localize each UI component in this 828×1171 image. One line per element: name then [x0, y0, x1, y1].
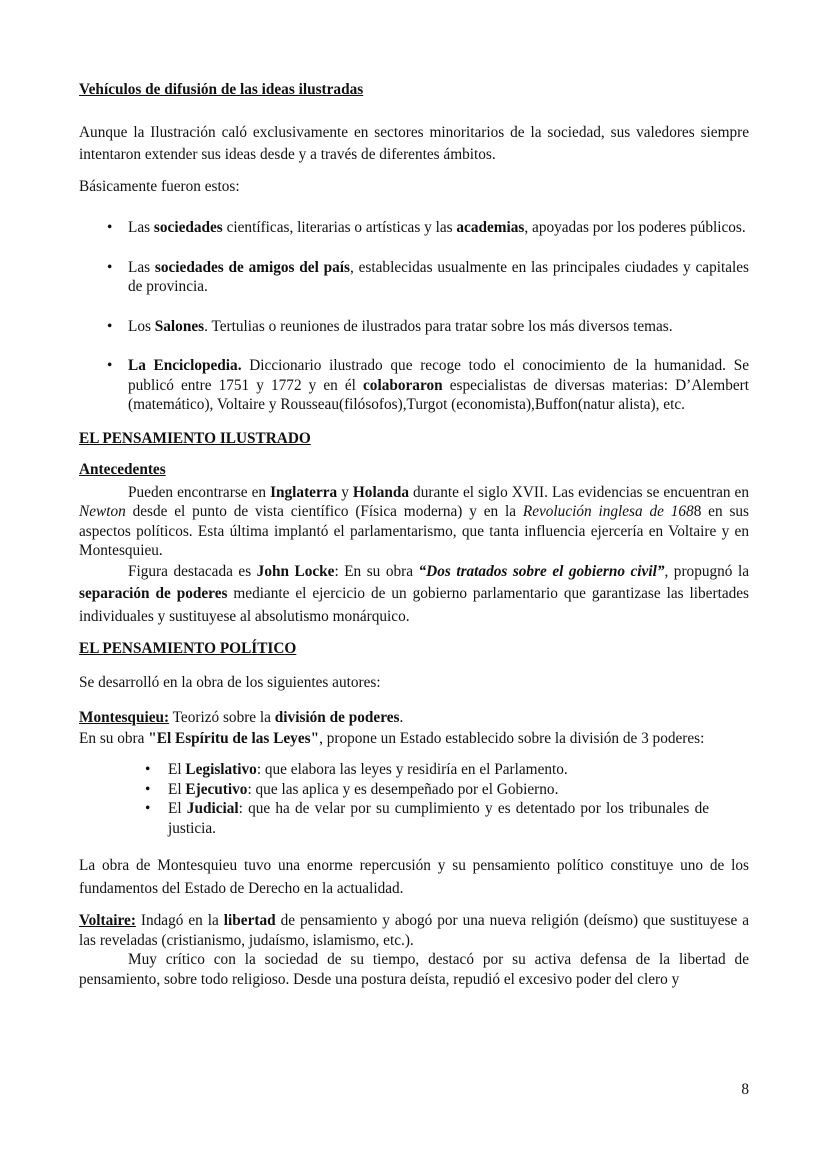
list-item: • Las sociedades de amigos del país, establecidas usualmente en las principales ciudades y capitales de provincia.: [107, 258, 749, 295]
section-title-vehiculos: Vehículos de difusión de las ideas ilustradas: [79, 81, 364, 98]
list-item: • Las sociedades científicas, literarias o artísticas y las academias, apoyadas por los poderes públicos.: [107, 219, 746, 236]
subsection-title-antecedentes: Antecedentes: [79, 461, 166, 478]
list-item: • Los Salones. Tertulias o reuniones de ilustrados para tratar sobre los más diversos temas.: [107, 317, 673, 335]
voltaire-paragraph-1: Voltaire: Indagó en la libertad de pensamiento y abogó por una nueva religión (deísmo) que sustituyese a las reveladas (cristianismo, judaísmo, islamismo, etc.).: [79, 912, 749, 949]
bullet-icon: •: [107, 258, 113, 276]
intro-paragraph: Aunque la Ilustración caló exclusivamente en sectores minoritarios de la sociedad, sus valedores siempre intentaron extender sus ideas desde y a través de diferentes ámbitos.: [79, 123, 749, 163]
montesquieu-closing: La obra de Montesquieu tuvo una enorme repercusión y su pensamiento político constituye uno de los fundamentos del Estado de Derecho en la actualidad.: [79, 857, 749, 897]
antecedentes-paragraph-2: Figura destacada es John Locke: En su obra “Dos tratados sobre el gobierno civil”, propugnó la separación de poderes mediante el ejercicio de un gobierno parlamentario que garantizase las libertades individuales y sustituyese al absolutismo monárquico.: [79, 562, 750, 625]
voltaire-name: Voltaire:: [79, 912, 136, 929]
montesquieu-paragraph: En su obra "El Espíritu de las Leyes", propone un Estado establecido sobre la división de 3 poderes:: [79, 729, 705, 747]
montesquieu-name: Montesquieu:: [79, 709, 170, 726]
list-item: • El Legislativo: que elabora las leyes y residiría en el Parlamento.: [145, 761, 568, 778]
list-item: • El Judicial: que ha de velar por su cumplimiento y es detentado por los tribunales de justicia.: [145, 800, 710, 837]
bullet-icon: •: [107, 219, 113, 236]
powers-list: [79, 760, 749, 838]
antecedentes-paragraph-1: Pueden encontrarse en Inglaterra y Holanda durante el siglo XVII. Las evidencias se encuentran en Newton desde el punto de vista científico (Física moderna) y en la Revolución inglesa de 1688 en sus aspectos políticos. Esta última implantó el parlamentarismo, que tanta influencia ejercería en Voltaire y en Montesquieu.: [79, 483, 749, 559]
bullet-icon: •: [145, 780, 151, 798]
bullet-icon: •: [107, 317, 113, 335]
diffusion-list: [79, 218, 749, 415]
section-title-pensamiento-politico: EL PENSAMIENTO POLÍTICO: [79, 640, 297, 657]
page-number: 8: [741, 1081, 749, 1098]
list-item: • La Enciclopedia. Diccionario ilustrado que recoge todo el conocimiento de la humanidad. Se publicó entre 1751 y 1772 y en él colaboraron especialistas de diversas materias: D’Alembert (matemático), Voltaire y Rousseau(filósofos),Turgot (economista),Buffon(natur alista), etc.: [107, 357, 749, 413]
section-title-pensamiento-ilustrado: EL PENSAMIENTO ILUSTRADO: [79, 429, 311, 447]
list-item: • El Ejecutivo: que las aplica y es desempeñado por el Gobierno.: [145, 780, 559, 798]
politico-intro: Se desarrolló en la obra de los siguientes autores:: [79, 673, 381, 691]
lead-paragraph: Básicamente fueron estos:: [79, 177, 240, 195]
bullet-icon: •: [145, 800, 151, 817]
montesquieu-line: Montesquieu: Teorizó sobre la división de poderes.: [79, 709, 404, 726]
bullet-icon: •: [145, 761, 151, 778]
voltaire-paragraph-2: Muy crítico con la sociedad de su tiempo, destacó por su activa defensa de la libertad de pensamiento, sobre todo religioso. Desde una postura deísta, repudió el excesivo poder del clero y: [79, 951, 749, 988]
bullet-icon: •: [107, 357, 113, 374]
